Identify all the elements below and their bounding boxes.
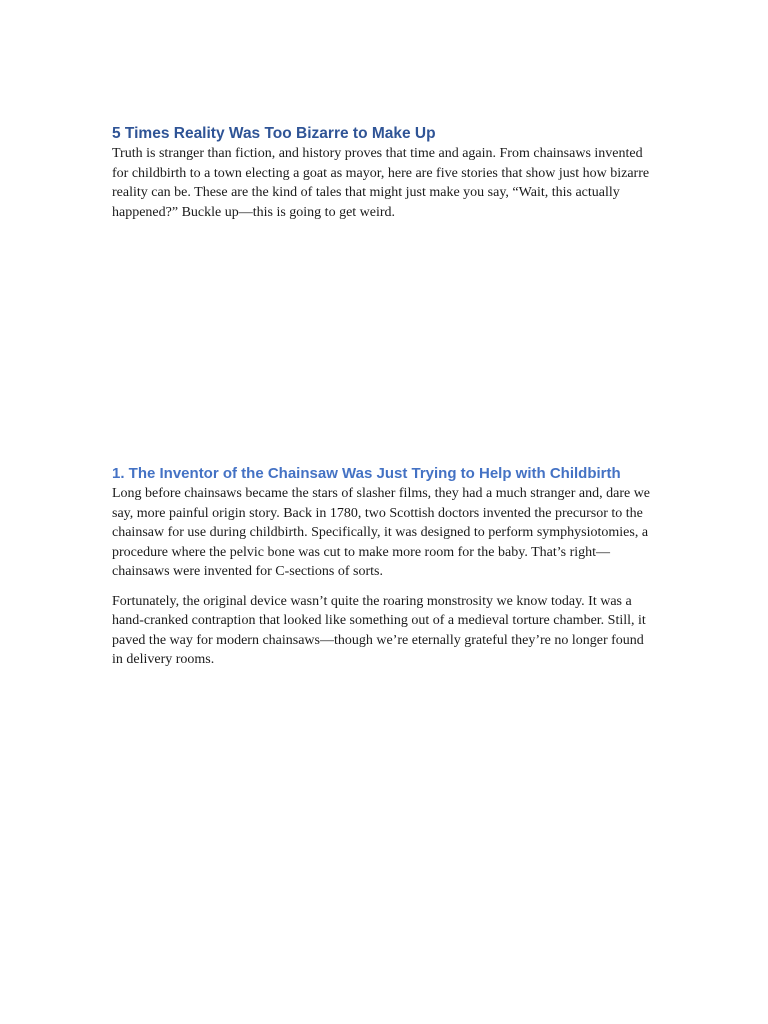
paragraph-spacer bbox=[112, 582, 657, 592]
section-1-heading: 1. The Inventor of the Chainsaw Was Just Trying to Help with Childbirth bbox=[112, 465, 621, 482]
document-title: 5 Times Reality Was Too Bizarre to Make Up bbox=[112, 125, 436, 142]
section-1-paragraph-1: Long before chainsaws became the stars of slasher films, they had a much stranger and, dare we say, more painful origin story. Back in 1780, two Scottish doctors invented the precursor to the chainsaw for use during childbirth. Specifically, it was designed to perform symphysiotomies, a procedure where the pelvic bone was cut to make more room for the baby. That’s right—chainsaws were invented for C-sections of sorts. bbox=[112, 486, 651, 579]
section-1 bbox=[112, 464, 657, 670]
section-1-paragraph-2: Fortunately, the original device wasn’t quite the roaring monstrosity we know today. It was a hand-cranked contraption that looked like something out of a medieval torture chamber. Still, it paved the way for modern chainsaws—though we’re eternally grateful they’re no longer found in delivery rooms. bbox=[112, 593, 646, 667]
intro-paragraph: Truth is stranger than fiction, and history proves that time and again. From chainsaws invented for childbirth to a town electing a goat as mayor, here are five stories that show just how bizarre reality can be. These are the kind of tales that might just make you say, “Wait, this actually happened?” Buckle up—this is going to get weird. bbox=[112, 146, 650, 220]
intro-block bbox=[112, 124, 657, 222]
